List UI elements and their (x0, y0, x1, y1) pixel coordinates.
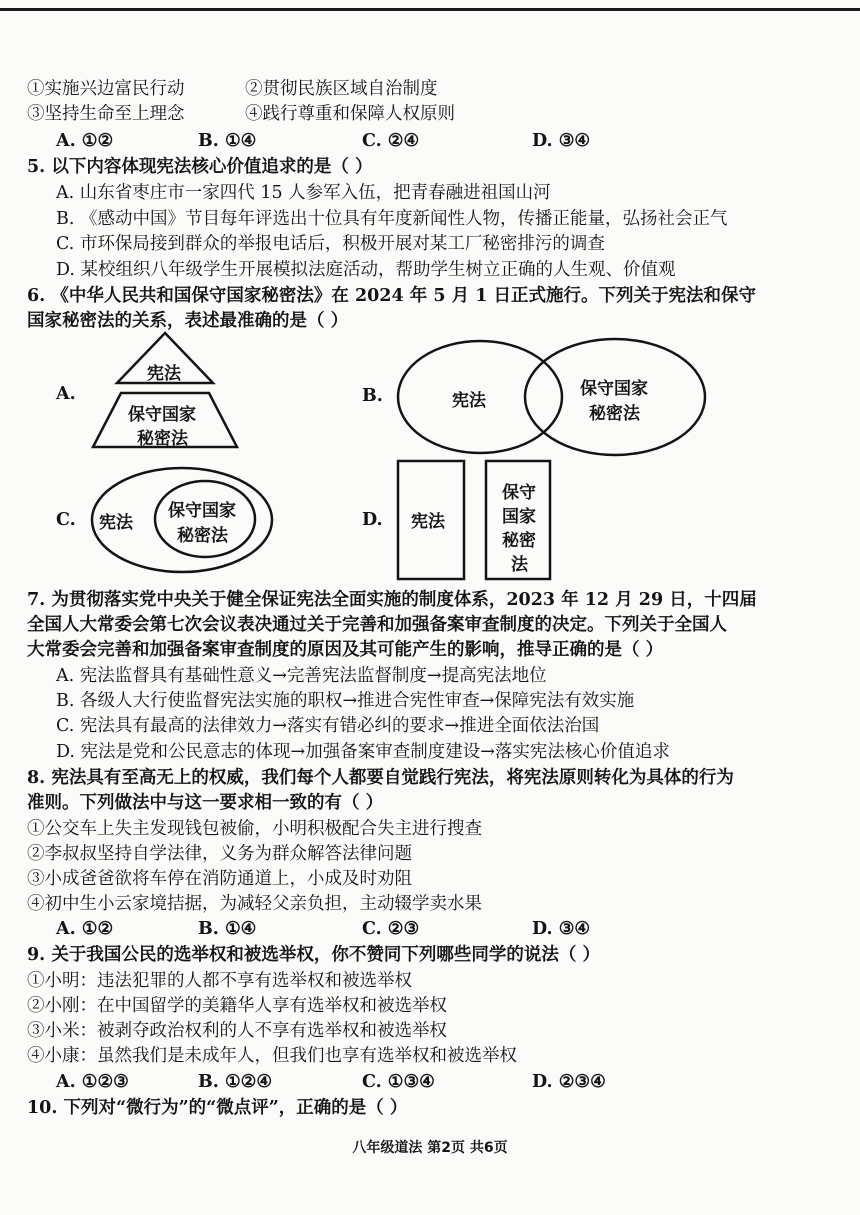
q9-option-c: C. ①③④ (362, 1072, 435, 1092)
q8-item-4: ④初中生小云家境拮据，为减轻父亲负担，主动辍学卖水果 (27, 894, 482, 914)
q4-option-a: A. ①② (56, 131, 114, 151)
q6-d-vertical-2: 国家 (502, 507, 536, 527)
q7-option-d: D. 宪法是党和公民意志的体现→加强备案审查制度建设→落实宪法核心价值追求 (56, 742, 670, 762)
q6-d-xianfa: 宪法 (411, 512, 445, 532)
q7-stem-line-1: 7. 为贯彻落实党中央关于健全保证宪法全面实施的制度体系，2023 年 12 月 29 日，十四届 (27, 590, 757, 610)
q6-d-vertical-4: 法 (511, 555, 528, 575)
q4-option-b: B. ①④ (198, 131, 257, 151)
q6-stem-line-1: 6. 《中华人民共和国保守国家秘密法》在 2024 年 5 月 1 日正式施行。下列关于宪法和保守 (27, 286, 756, 306)
q6-d-vertical-1: 保守 (502, 483, 536, 503)
q7-option-b: B. 各级人大行使监督宪法实施的职权→推进合宪性审查→保障宪法有效实施 (56, 691, 635, 711)
q7-option-a: A. 宪法监督具有基础性意义→完善宪法监督制度→提高宪法地位 (56, 666, 547, 686)
q6-diagram-b (390, 335, 710, 460)
q6-b-baoshou-line1: 保守国家 (580, 379, 648, 399)
q8-stem-line-1: 8. 宪法具有至高无上的权威，我们每个人都要自觉践行宪法，将宪法原则转化为具体的行为 (27, 768, 734, 788)
q9-item-1: ①小明：违法犯罪的人都不享有选举权和被选举权 (27, 971, 412, 991)
q8-stem-line-2: 准则。下列做法中与这一要求相一致的有（ ） (27, 793, 384, 813)
q5-option-c: C. 市环保局接到群众的举报电话后，积极开展对某工厂秘密排污的调查 (56, 234, 605, 254)
q6-c-baoshou-line2: 秘密法 (177, 526, 228, 546)
q4-item-2: ②贯彻民族区域自治制度 (245, 79, 438, 99)
q9-item-3: ③小米：被剥夺政治权利的人不享有选举权和被选举权 (27, 1021, 447, 1041)
q8-option-c: C. ②③ (362, 919, 420, 939)
q8-option-a: A. ①② (56, 919, 114, 939)
q9-stem: 9. 关于我国公民的选举权和被选举权，你不赞同下列哪些同学的说法（ ） (27, 945, 600, 965)
q6-b-baoshou-line2: 秘密法 (589, 404, 640, 424)
q6-option-a-label: A. (56, 384, 76, 404)
q7-stem-line-3: 大常委会完善和加强备案审查制度的原因及其可能产生的影响，推导正确的是（ ） (27, 640, 664, 660)
q6-c-xianfa: 宪法 (99, 513, 133, 533)
page-footer: 八年级道法 第2页 共6页 (352, 1140, 508, 1156)
q9-option-b: B. ①②④ (198, 1072, 273, 1092)
top-rule (0, 8, 860, 11)
q7-option-c: C. 宪法具有最高的法律效力→落实有错必纠的要求→推进全面依法治国 (56, 716, 600, 736)
q9-option-d: D. ②③④ (532, 1072, 606, 1092)
q4-option-d: D. ③④ (532, 131, 591, 151)
q9-option-a: A. ①②③ (56, 1072, 129, 1092)
q6-a-baoshou-line1: 保守国家 (128, 405, 196, 425)
q4-item-1: ①实施兴边富民行动 (27, 79, 185, 99)
q8-option-d: D. ③④ (532, 919, 591, 939)
q5-option-d: D. 某校组织八年级学生开展模拟法庭活动，帮助学生树立正确的人生观、价值观 (56, 260, 676, 280)
q6-d-vertical-3: 秘密 (502, 531, 536, 551)
q4-option-c: C. ②④ (362, 131, 420, 151)
q6-option-d-label: D. (362, 510, 383, 530)
q8-option-b: B. ①④ (198, 919, 257, 939)
q6-stem-line-2: 国家秘密法的关系，表述最准确的是（ ） (27, 311, 349, 331)
q8-item-1: ①公交车上失主发现钱包被偷，小明积极配合失主进行搜查 (27, 819, 482, 839)
q4-item-3: ③坚持生命至上理念 (27, 104, 185, 124)
q6-option-b-label: B. (362, 386, 383, 406)
q8-item-3: ③小成爸爸欲将车停在消防通道上，小成及时劝阻 (27, 869, 412, 889)
q5-option-b: B. 《感动中国》节目每年评选出十位具有年度新闻性人物，传播正能量，弘扬社会正气 (56, 209, 728, 229)
q6-b-xianfa: 宪法 (452, 391, 486, 411)
q5-stem: 5. 以下内容体现宪法核心价值追求的是（ ） (27, 157, 373, 177)
q6-a-baoshou-line2: 秘密法 (137, 429, 188, 449)
q10-stem: 10. 下列对“微行为”的“微点评”，正确的是（ ） (27, 1098, 408, 1118)
q6-a-xianfa: 宪法 (147, 364, 181, 384)
q6-option-c-label: C. (56, 510, 76, 530)
q4-item-4: ④践行尊重和保障人权原则 (245, 104, 455, 124)
q8-item-2: ②李叔叔坚持自学法律，义务为群众解答法律问题 (27, 844, 412, 864)
q6-c-baoshou-line1: 保守国家 (168, 501, 236, 521)
q7-stem-line-2: 全国人大常委会第七次会议表决通过关于完善和加强备案审查制度的决定。下列关于全国人 (27, 615, 727, 635)
q5-option-a: A. 山东省枣庄市一家四代 15 人参军入伍，把青春融进祖国山河 (56, 183, 551, 203)
q9-item-4: ④小康：虽然我们是未成年人，但我们也享有选举权和被选举权 (27, 1046, 517, 1066)
q9-item-2: ②小刚：在中国留学的美籍华人享有选举权和被选举权 (27, 996, 447, 1016)
